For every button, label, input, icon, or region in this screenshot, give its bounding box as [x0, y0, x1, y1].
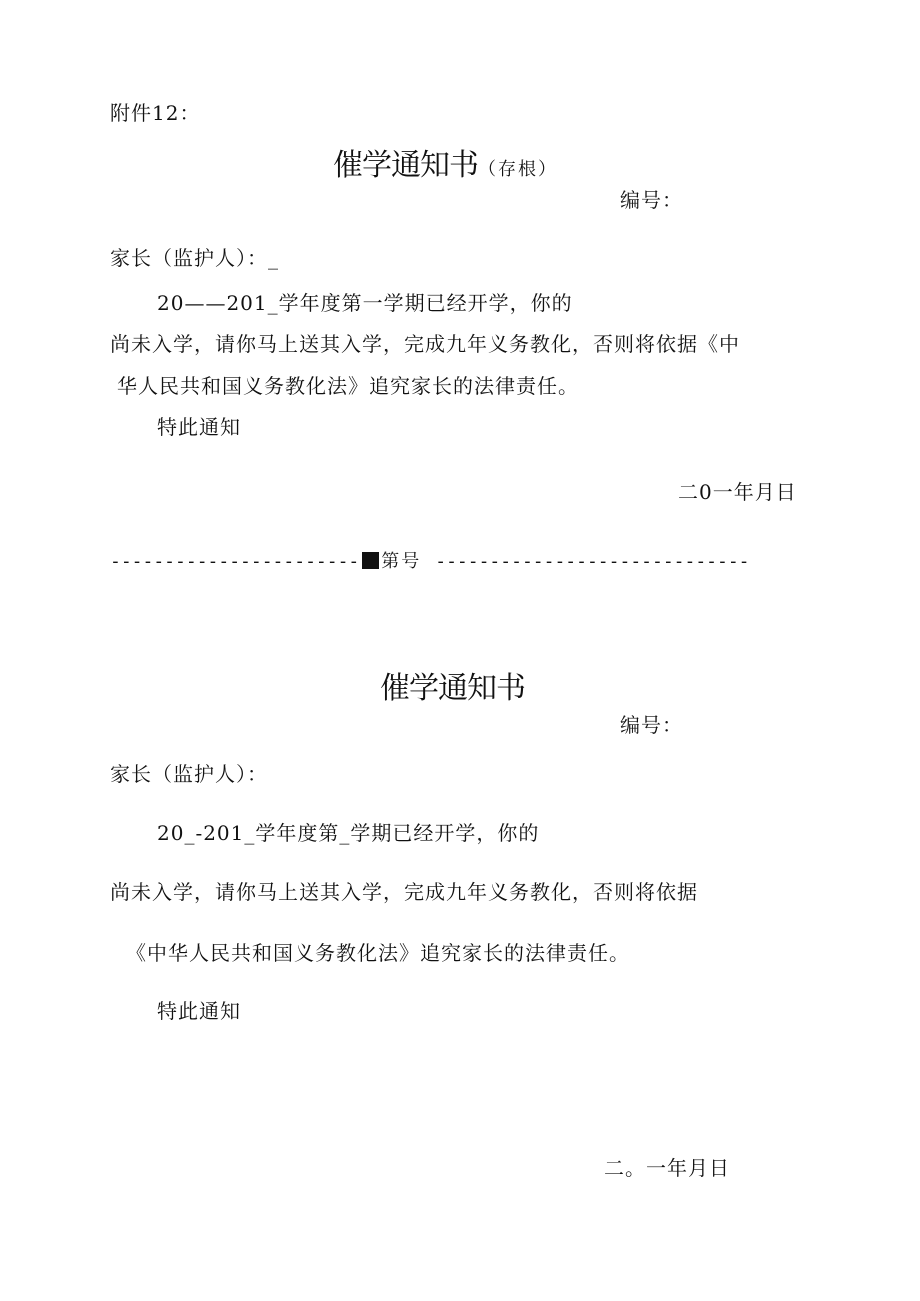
notice-number-label: 编号： — [620, 713, 683, 737]
attachment-label: 附件12： — [110, 101, 201, 125]
stub-number-label: 编号： — [620, 188, 683, 212]
stub-body-line-3: 华人民共和国义务教化法》追究家长的法律责任。 — [117, 374, 579, 398]
cut-line-left: ----------------------- — [110, 551, 360, 572]
stub-closing: 特此通知 — [157, 415, 241, 439]
stub-date: 二0一年月日 — [678, 480, 797, 504]
stub-body-line-2: 尚未入学，请你马上送其入学，完成九年义务教化，否则将依据《中 — [110, 332, 740, 356]
cut-line-right: ----------------------------- — [435, 551, 750, 572]
notice-date: 二。一年月日 — [604, 1156, 730, 1180]
stub-body-line-1: 20——201_学年度第一学期已经开学，你的 — [157, 291, 573, 315]
notice-guardian-line: 家长（监护人）： — [110, 762, 268, 786]
notice-body-line-2: 尚未入学，请你马上送其入学，完成九年义务教化，否则将依据 — [110, 880, 698, 904]
stub-title-row — [333, 140, 558, 184]
cut-line — [110, 547, 750, 573]
notice-closing: 特此通知 — [157, 999, 241, 1023]
black-square-icon — [362, 552, 379, 569]
cut-line-label: 第号 — [381, 551, 422, 572]
stub-title-suffix: （存根） — [478, 159, 558, 180]
notice-body-line-1: 20_-201_学年度第_学期已经开学，你的 — [157, 821, 540, 845]
stub-guardian-line: 家长（监护人）：_ — [110, 246, 279, 270]
notice-body-line-3: 《中华人民共和国义务教化法》追究家长的法律责任。 — [126, 941, 630, 965]
stub-title: 催学通知书 — [333, 148, 478, 183]
notice-title: 催学通知书 — [380, 671, 525, 706]
